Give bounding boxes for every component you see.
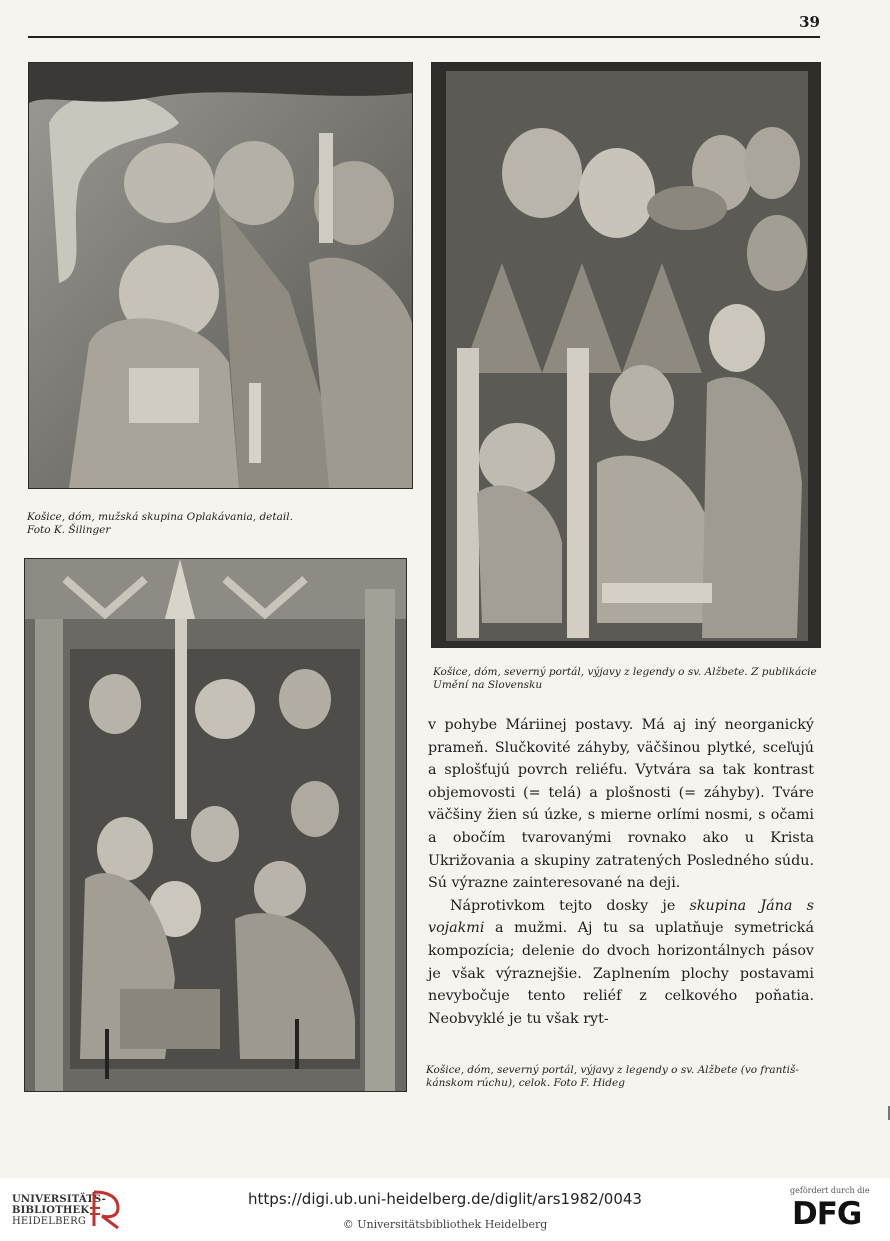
permalink-url[interactable]: https://digi.ub.uni-heidelberg.de/diglit/ars1982/0043 (248, 1190, 642, 1208)
paragraph-text: Náprotivkom tejto dosky je (450, 897, 690, 914)
caption-lamentation (27, 511, 407, 537)
library-name-line: BIBLIOTHEK (12, 1205, 90, 1216)
caption-line: Košice, dóm, severný portál, výjavy z legendy o sv. Alžbete. Z publikácie (433, 666, 817, 678)
emphasized-title: skupina Jána s vojakmi (428, 897, 814, 937)
header-rule (28, 36, 820, 38)
library-name-line: HEIDELBERG (12, 1216, 87, 1227)
dfg-logo[interactable]: DFG (792, 1196, 862, 1232)
caption-portal-whole (426, 1064, 816, 1090)
article-body (428, 714, 814, 1030)
photo-north-portal-detail (431, 62, 821, 648)
library-name-line: UNIVERSITÄTS- (12, 1194, 107, 1205)
photo-lamentation-relief (28, 62, 413, 489)
copyright-notice: © Universitätsbibliothek Heidelberg (342, 1218, 548, 1231)
photo-north-portal-whole (24, 558, 407, 1092)
caption-line: Košice, dóm, severný portál, výjavy z legendy o sv. Alžbete (vo františ- (426, 1064, 799, 1076)
paragraph (428, 895, 814, 1031)
caption-portal-detail (433, 666, 820, 692)
page-number: 39 (799, 13, 820, 31)
funder-label: gefördert durch die (790, 1186, 870, 1195)
viewer-footer (0, 1178, 890, 1241)
caption-line: Košice, dóm, mužská skupina Oplakávania, detail. (27, 511, 293, 523)
caption-line: kánskom rúchu), celok. Foto F. Hideg (426, 1077, 625, 1089)
paragraph-text: a mužmi. Aj tu sa uplatňuje symetrická kompozícia; delenie do dvoch horizontálnych pásov je však výraznejšie. Zaplnením plochy postavami nevybočuje tento reliéf z celkového poňatia. Neobvyklé je tu však ryt- (428, 920, 814, 1027)
paragraph: v pohybe Máriinej postavy. Má aj iný neorganický prameň. Slučkovité záhyby, väčšinou plytké, sceľujú a splošťujú povrch reliéfu. Vytvára sa tak kontrast objemovosti (= telá) a plošnosti (= záhyby). Tváre väčšiny žien sú úzke, s mierne orlími nosmi, s očami a obočím tvarovanými rovnako ako u Krista Ukrižovania a skupiny zatratených Posledného súdu. Sú výrazne zainteresované na deji. (428, 717, 814, 892)
caption-line: Umění na Slovensku (433, 679, 543, 691)
caption-line: Foto K. Šilinger (27, 524, 111, 536)
